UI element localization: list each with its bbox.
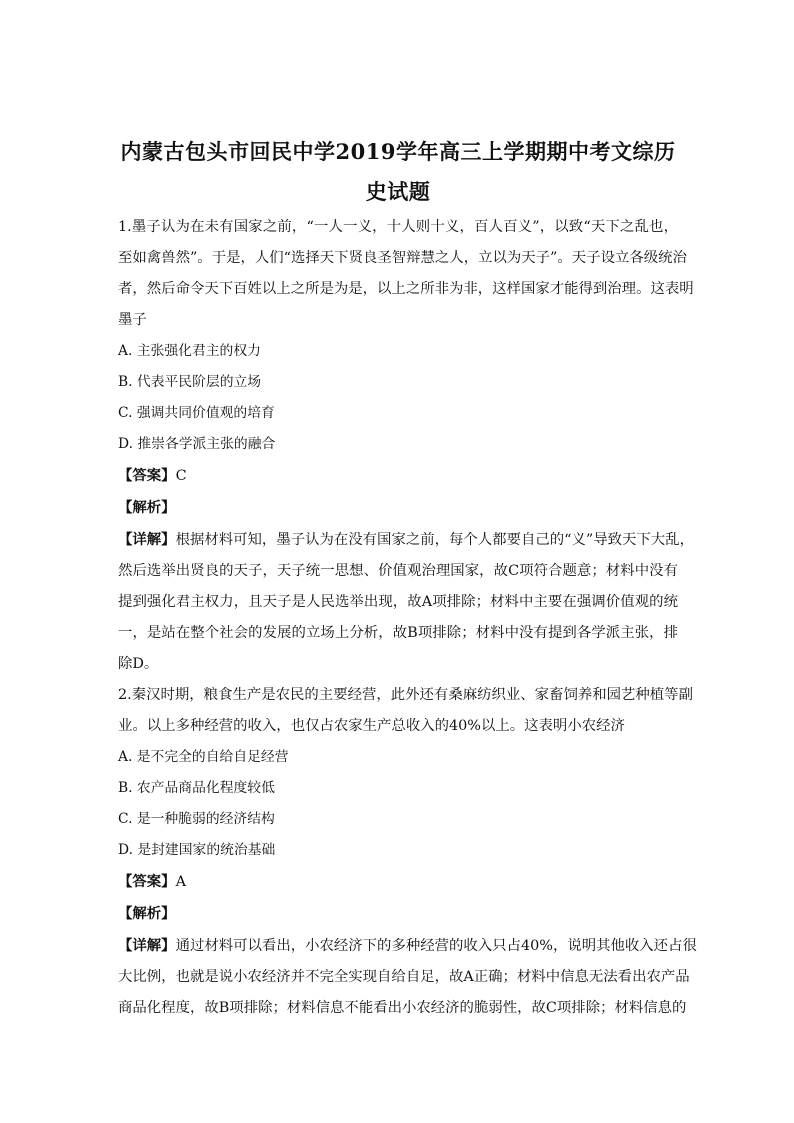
stem-line: 2.秦汉时期，粮食生产是农民的主要经营，此外还有桑麻纺织业、家畜饲养和园艺种植等副 [118, 687, 693, 703]
detail-line [118, 524, 694, 556]
document-title [118, 132, 678, 212]
analysis-line [118, 898, 678, 930]
detail-label: 【详解】 [118, 531, 176, 548]
detail-line: 然后选举出贤良的天子，天子统一思想、价值观治理国家，故C项符合题意；材料中没有 [118, 563, 678, 579]
question-1 [118, 212, 694, 680]
title-line-2: 史试题 [365, 179, 431, 204]
answer-value: A [175, 874, 186, 890]
detail-line: 商品化程度，故B项排除；材料信息不能看出小农经济的脆弱性，故C项排除；材料信息的 [118, 1000, 687, 1016]
detail-line [118, 930, 697, 962]
option-c: C. 强调共同价值观的培育 [118, 405, 275, 421]
answer-line [118, 866, 678, 898]
answer-value: C [175, 468, 187, 484]
option-d: D. 是封建国家的统治基础 [118, 842, 276, 858]
stem-line: 墨子 [118, 312, 147, 328]
stem-line: 业。以上多种经营的收入，也仅占农家生产总收入的40%以上。这表明小农经济 [118, 718, 625, 734]
stem-line: 1.墨子认为在未有国家之前，“一人一义，十人则十义，百人百义”，以致“天下之乱也， [118, 219, 678, 235]
analysis-line [118, 492, 678, 524]
detail-text: 根据材料可知，墨子认为在没有国家之前，每个人都要自己的“义”导致天下大乱， [175, 532, 694, 548]
document-page [118, 132, 697, 1024]
analysis-label: 【解析】 [118, 905, 176, 922]
option-a: A. 主张强化君主的权力 [118, 343, 261, 359]
detail-line: 提到强化君主权力，且天子是人民选举出现，故A项排除；材料中主要在强调价值观的统 [118, 594, 678, 610]
option-b: B. 代表平民阶层的立场 [118, 374, 262, 390]
question-1-detail [118, 524, 694, 680]
detail-text: 通过材料可以看出，小农经济下的多种经营的收入只占40%，说明其他收入还占很 [175, 938, 697, 954]
detail-line: 大比例，也就是说小农经济并不完全实现自给自足，故A正确；材料中信息无法看出农产品 [118, 969, 690, 985]
question-1-stem [118, 212, 694, 336]
question-2 [118, 680, 697, 1024]
option-c: C. 是一种脆弱的经济结构 [118, 811, 275, 827]
answer-line [118, 460, 678, 492]
answer-label: 【答案】 [118, 873, 176, 890]
title-line-1: 内蒙古包头市回民中学2019学年高三上学期期中考文综历 [120, 139, 676, 164]
option-a: A. 是不完全的自给自足经营 [118, 749, 289, 765]
stem-line: 者，然后命令天下百姓以上之所是为是，以上之所非为非，这样国家才能得到治理。这表明 [118, 281, 694, 297]
question-2-stem [118, 680, 693, 742]
option-b: B. 农产品商品化程度较低 [118, 780, 275, 796]
detail-label: 【详解】 [118, 937, 176, 954]
stem-line: 至如禽兽然”。于是，人们“选择天下贤良圣智辩慧之人，立以为天子”。天子设立各级统治 [118, 250, 687, 266]
option-d: D. 推崇各学派主张的融合 [118, 436, 276, 452]
detail-line: 一，是站在整个社会的发展的立场上分析，故B项排除；材料中没有提到各学派主张，排 [118, 625, 678, 641]
answer-label: 【答案】 [118, 467, 176, 484]
analysis-label: 【解析】 [118, 499, 176, 516]
question-2-detail [118, 930, 697, 1024]
detail-line: 除D。 [118, 656, 159, 672]
